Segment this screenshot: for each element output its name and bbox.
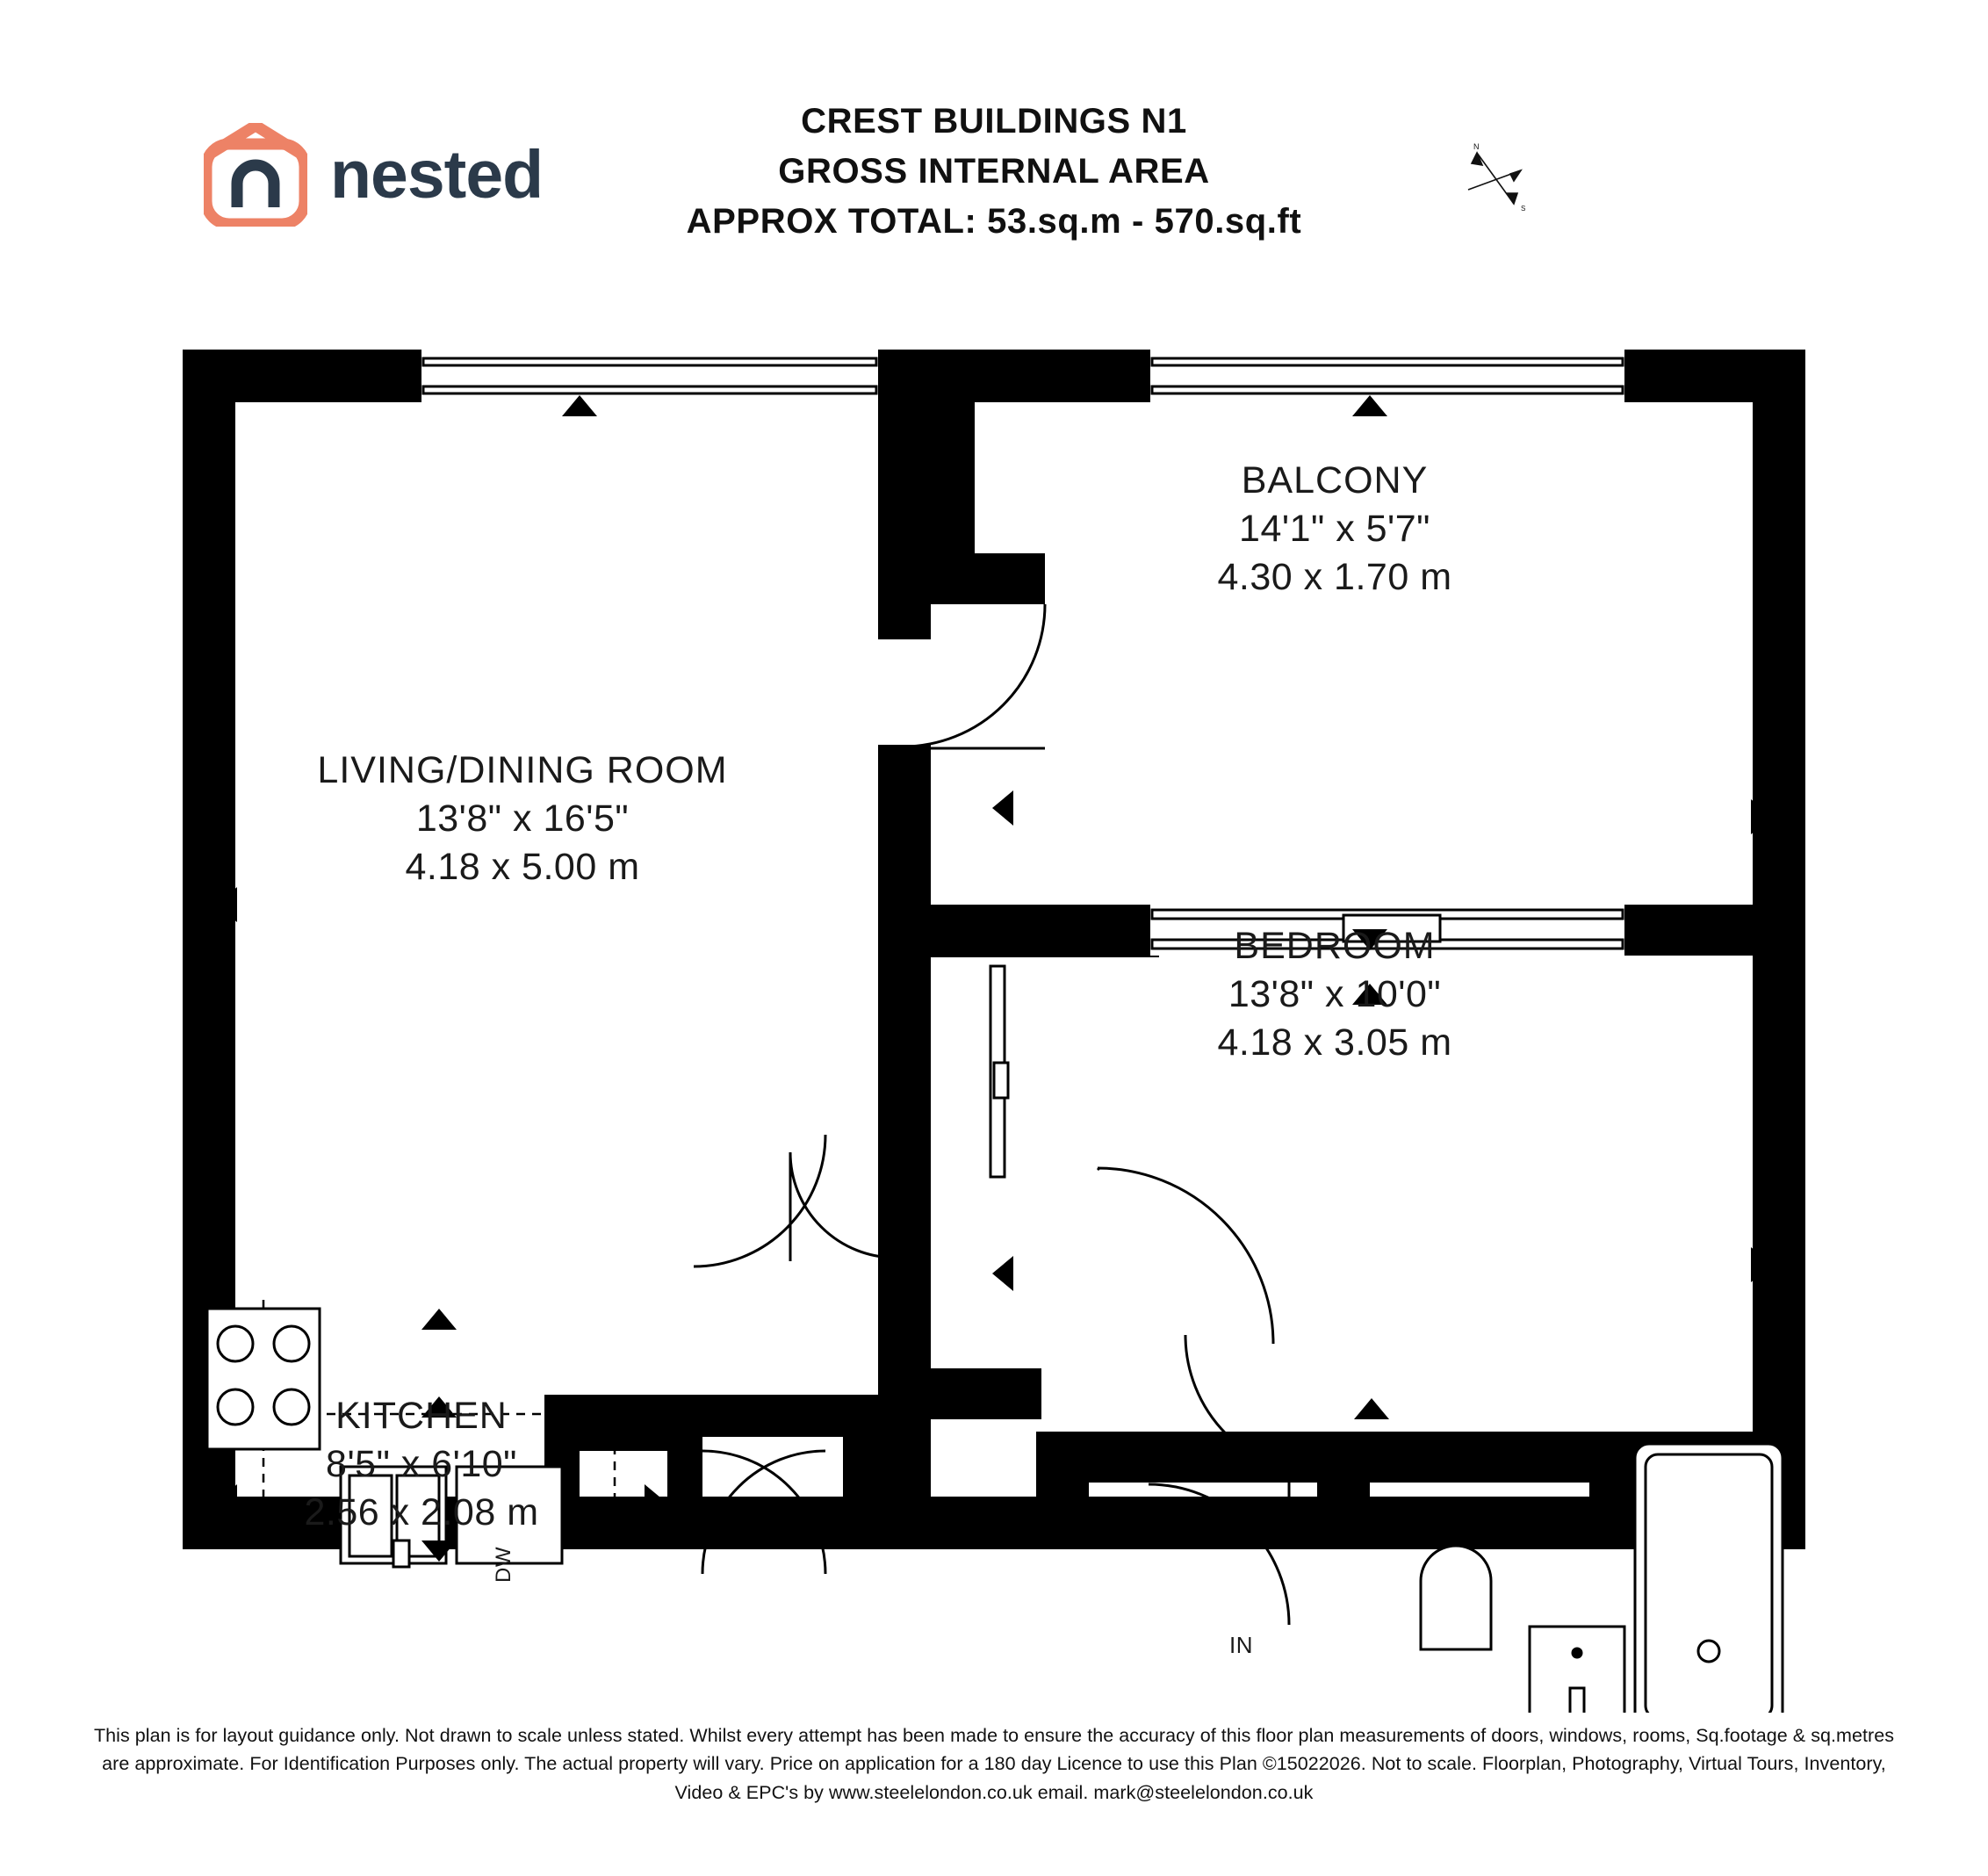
room-name-kitchen: KITCHEN xyxy=(335,1395,508,1437)
svg-text:N: N xyxy=(1473,142,1480,151)
brand-name: nested xyxy=(330,136,544,213)
room-dim-imperial-kitchen: 8'5" x 6'10" xyxy=(326,1443,517,1486)
room-dim-metric-balcony: 4.30 x 1.70 m xyxy=(1217,556,1452,599)
plan-title-line-1: CREST BUILDINGS N1 xyxy=(801,102,1187,141)
room-label-bedroom xyxy=(1115,922,1554,1067)
plan-title-line-3: APPROX TOTAL: 53.sq.m - 570.sq.ft xyxy=(686,201,1302,241)
dishwasher-label: DW xyxy=(492,1547,515,1583)
room-label-living-dining-room xyxy=(189,747,856,891)
room-label-balcony xyxy=(1106,457,1563,602)
room-dim-imperial-balcony: 14'1" x 5'7" xyxy=(1239,508,1430,551)
room-dim-metric-bedroom: 4.18 x 3.05 m xyxy=(1217,1021,1452,1064)
disclaimer-line-3: Video & EPC's by www.steelelondon.co.uk email. mark@steelelondon.co.uk xyxy=(674,1781,1314,1803)
room-name-balcony: BALCONY xyxy=(1241,459,1429,501)
disclaimer-line-1: This plan is for layout guidance only. Not drawn to scale unless stated. Whilst every attempt has been made to ensure the accuracy of this floor plan measurements of doors, windows, rooms, Sq.footage & sq.metres xyxy=(93,1725,1895,1746)
room-label-kitchen xyxy=(211,1392,632,1537)
floorplan-header xyxy=(0,0,1988,290)
floorplan-drawing xyxy=(0,290,1988,1713)
disclaimer xyxy=(0,1721,1988,1807)
entrance-label: IN xyxy=(1229,1632,1253,1658)
plan-title-line-2: GROSS INTERNAL AREA xyxy=(778,151,1210,191)
room-name-bedroom: BEDROOM xyxy=(1234,925,1436,967)
room-dim-imperial-bedroom: 13'8" x 10'0" xyxy=(1228,973,1442,1016)
svg-text:S: S xyxy=(1521,205,1526,213)
room-name-living-dining-room: LIVING/DINING ROOM xyxy=(317,749,728,791)
disclaimer-line-2: are approximate. For Identification Purposes only. The actual property will vary. Price on application for a 180 day Licence to use this Plan ©15022026. Not to scale. Floorplan, Photography, Virtual Tours, Inventory, xyxy=(102,1753,1886,1775)
room-dim-imperial-living-dining-room: 13'8" x 16'5" xyxy=(415,797,630,841)
room-dim-metric-living-dining-room: 4.18 x 5.00 m xyxy=(405,846,640,889)
compass-north-icon xyxy=(1456,141,1535,220)
plan-title xyxy=(0,97,1988,246)
room-dim-metric-kitchen: 2.56 x 2.08 m xyxy=(304,1491,539,1534)
